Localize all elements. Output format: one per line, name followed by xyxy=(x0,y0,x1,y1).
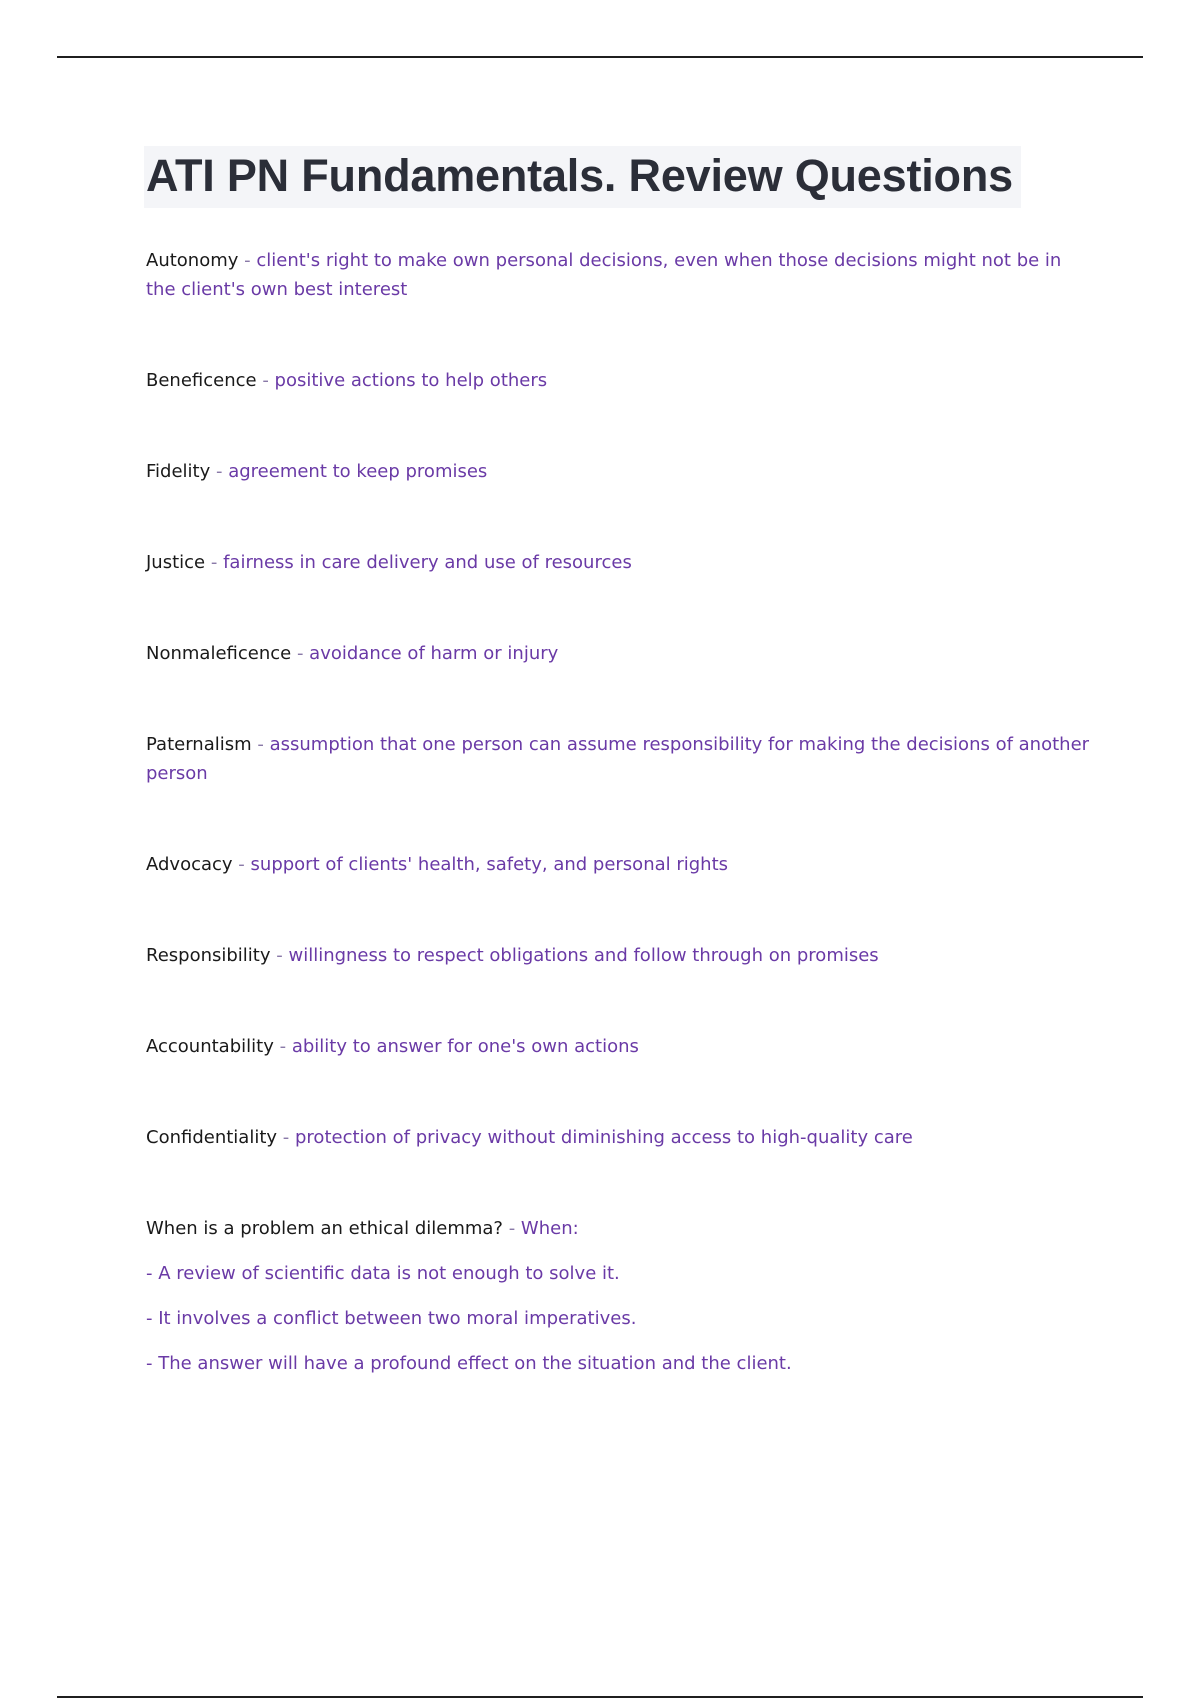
term: Advocacy xyxy=(146,854,233,875)
entry-confidentiality xyxy=(146,1123,1096,1152)
separator: - xyxy=(502,1218,521,1239)
dilemma-question: When is a problem an ethical dilemma? xyxy=(146,1218,503,1239)
entry-beneficence xyxy=(146,366,1096,395)
definition: protection of privacy without diminishing access to high-quality care xyxy=(295,1127,913,1148)
entry-nonmaleficence xyxy=(146,639,1096,668)
entry-responsibility xyxy=(146,941,1096,970)
definition: willingness to respect obligations and follow through on promises xyxy=(288,945,879,966)
separator: - xyxy=(210,461,229,482)
separator: - xyxy=(277,1127,295,1148)
page-title: ATI PN Fundamentals. Review Questions xyxy=(144,146,1021,208)
separator: - xyxy=(291,643,310,664)
dilemma-point: - The answer will have a profound effect on the situation and the client. xyxy=(146,1353,792,1374)
term: Beneficence xyxy=(146,370,257,391)
bottom-rule xyxy=(57,1696,1143,1698)
dilemma-point: - It involves a conflict between two moral imperatives. xyxy=(146,1308,637,1329)
top-rule xyxy=(57,56,1143,58)
definition: assumption that one person can assume responsibility for making the decisions of another person xyxy=(146,734,1090,784)
dilemma-question-line xyxy=(146,1214,1096,1243)
flashcard-list xyxy=(146,246,1096,1394)
definition: fairness in care delivery and use of resources xyxy=(223,552,632,573)
dilemma-point: - A review of scientific data is not enough to solve it. xyxy=(146,1263,620,1284)
definition: support of clients' health, safety, and personal rights xyxy=(250,854,729,875)
entry-justice xyxy=(146,548,1096,577)
term: Justice xyxy=(146,552,206,573)
term: Confidentiality xyxy=(146,1127,278,1148)
entry-advocacy xyxy=(146,850,1096,879)
definition: positive actions to help others xyxy=(274,370,548,391)
separator: - xyxy=(270,945,289,966)
dilemma-answer-intro: When: xyxy=(520,1218,579,1239)
entry-ethical-dilemma xyxy=(146,1214,1096,1378)
term: Paternalism xyxy=(146,734,252,755)
definition: ability to answer for one's own actions xyxy=(291,1036,639,1057)
term: Fidelity xyxy=(146,461,211,482)
entry-accountability xyxy=(146,1032,1096,1061)
term: Nonmaleficence xyxy=(146,643,292,664)
term: Autonomy xyxy=(146,250,239,271)
separator: - xyxy=(273,1036,292,1057)
entry-autonomy xyxy=(146,246,1096,304)
definition: client's right to make own personal decisions, even when those decisions might not be in the client's own best interest xyxy=(146,250,1062,300)
separator: - xyxy=(232,854,251,875)
entry-paternalism xyxy=(146,730,1096,788)
definition: agreement to keep promises xyxy=(228,461,488,482)
separator: - xyxy=(251,734,270,755)
separator: - xyxy=(256,370,275,391)
separator: - xyxy=(205,552,224,573)
dilemma-points xyxy=(146,1259,1096,1378)
entry-fidelity xyxy=(146,457,1096,486)
separator: - xyxy=(238,250,257,271)
term: Accountability xyxy=(146,1036,274,1057)
definition: avoidance of harm or injury xyxy=(309,643,559,664)
term: Responsibility xyxy=(146,945,271,966)
